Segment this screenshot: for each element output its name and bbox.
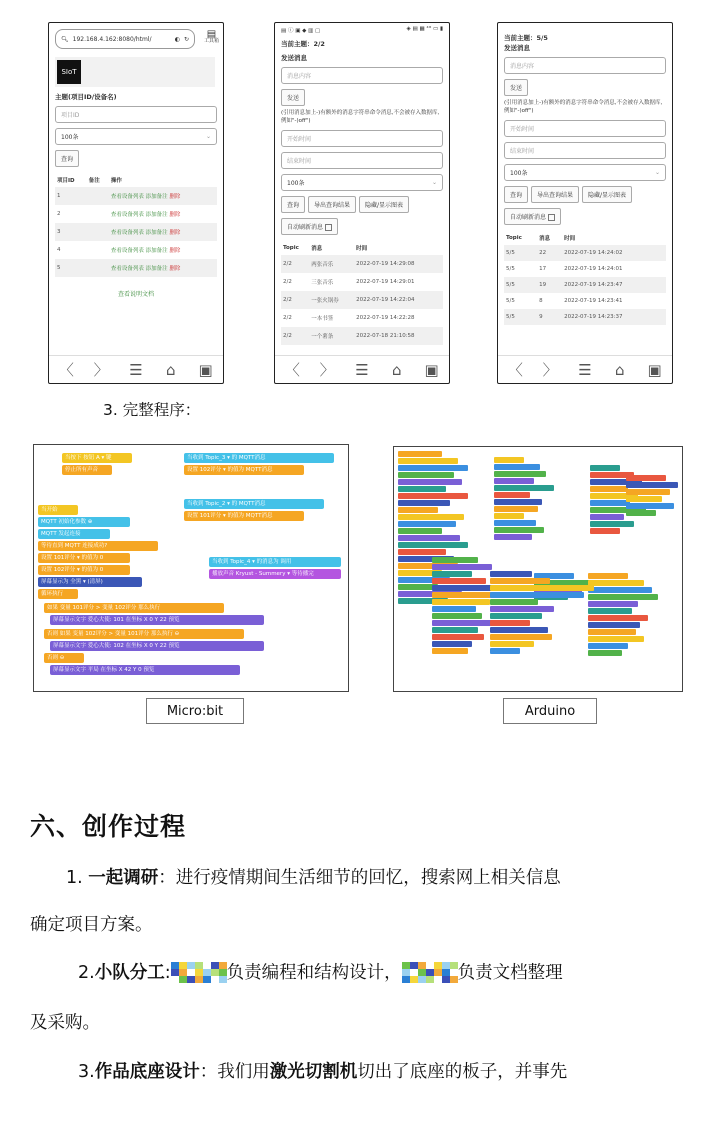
view-devices-link[interactable]: 查看设备列表 — [110, 230, 144, 236]
code-block — [494, 457, 524, 463]
mosaic-tile — [442, 962, 450, 969]
view-devices-link[interactable]: 查看设备列表 — [110, 266, 144, 272]
view-devices-link[interactable]: 查看设备列表 — [110, 212, 144, 218]
paragraph-base-design: 3.作品底座设计：我们用激光切割机切出了底座的板子，并事先 — [78, 1062, 568, 1082]
code-block: 屏幕显示文字 爱心大使: 102 在坐标 X 0 Y 22 预览 — [50, 641, 264, 651]
code-block — [588, 629, 636, 635]
arduino-caption: Arduino — [503, 698, 597, 724]
view-devices-link[interactable]: 查看设备列表 — [110, 248, 144, 254]
toggle-chart-button[interactable]: 隐藏/显示图表 — [582, 186, 632, 203]
mosaic-tile — [410, 962, 418, 969]
code-block — [490, 578, 550, 584]
phone-screenshot-topic-2 — [274, 22, 450, 384]
mosaic-tile — [426, 969, 434, 976]
send-button[interactable]: 发送 — [504, 79, 528, 96]
code-block — [490, 627, 548, 633]
code-block: 当收到 Topic_3 ▾ 的 MQTT消息 — [184, 453, 334, 463]
table-row: 2/2 三张音乐 2022-07-19 14:29:01 — [283, 279, 415, 286]
code-block — [494, 527, 544, 533]
start-time-input[interactable]: 开始时间 — [281, 130, 443, 147]
code-block — [490, 599, 538, 605]
code-block — [432, 571, 472, 577]
code-block — [626, 496, 662, 502]
table-row: 2/2 一张火锅券 2022-07-19 14:22:04 — [281, 291, 443, 309]
code-block: 播放声音 Kryust - Summery ▾ 等待播完 — [209, 569, 341, 579]
end-time-input[interactable]: 结束时间 — [281, 152, 443, 169]
mosaic-tile — [179, 962, 187, 969]
mosaic-tile — [219, 976, 227, 983]
mosaic-tile — [211, 962, 219, 969]
mosaic-tile — [442, 976, 450, 983]
code-block — [494, 492, 530, 498]
send-button[interactable]: 发送 — [281, 89, 305, 106]
code-block — [588, 643, 628, 649]
code-block: 设置 102评分 ▾ 的值为 0 — [38, 565, 130, 575]
refresh-icon[interactable]: ↻ — [183, 35, 189, 43]
start-time-input[interactable]: 开始时间 — [504, 120, 666, 137]
table-row: 5/5 8 2022-07-19 14:23:41 — [506, 298, 623, 304]
delete-link[interactable]: 删除 — [169, 230, 181, 236]
phone-screenshot-topic-5 — [497, 22, 673, 384]
code-block — [588, 615, 648, 621]
back-icon[interactable]: 〈 — [507, 361, 523, 379]
search-icon: 🔍︎ — [61, 35, 69, 43]
section-heading: 六、创作过程 — [30, 812, 187, 841]
code-block — [432, 620, 492, 626]
code-block — [494, 513, 524, 519]
mosaic-tile — [450, 976, 458, 983]
mosaic-tile — [434, 962, 442, 969]
send-message-label: 发送消息 — [504, 44, 530, 52]
query-button[interactable]: 查询 — [55, 150, 79, 167]
table-row: 2 查看设备列表 添加备注 删除 — [57, 211, 181, 218]
code-block — [398, 465, 468, 471]
mosaic-tile — [219, 962, 227, 969]
home-icon[interactable]: ⌂ — [166, 360, 176, 379]
message-input[interactable]: 消息内容 — [281, 67, 443, 84]
address-text: 192.168.4.162:8080/html/ — [72, 35, 152, 43]
chevron-down-icon: ⌄ — [654, 169, 660, 176]
delete-link[interactable]: 删除 — [169, 194, 181, 200]
code-block — [626, 482, 678, 488]
code-block — [588, 580, 644, 586]
code-block — [494, 520, 536, 526]
toolbox-icon: ▤ — [206, 29, 217, 40]
mosaic-tile — [434, 969, 442, 976]
code-block — [588, 601, 638, 607]
add-note-link[interactable]: 添加备注 — [145, 194, 168, 200]
code-block — [432, 648, 468, 654]
delete-link[interactable]: 删除 — [169, 248, 181, 254]
code-block — [432, 599, 490, 605]
microbit-program-screenshot — [33, 444, 349, 692]
code-block — [626, 503, 674, 509]
code-block — [398, 486, 446, 492]
arduino-program-screenshot — [393, 446, 683, 692]
address-bar[interactable] — [55, 29, 195, 49]
code-block — [590, 521, 634, 527]
code-block — [432, 578, 486, 584]
message-input[interactable]: 消息内容 — [504, 57, 666, 74]
current-topic: 当前主题：2/2 — [281, 40, 325, 48]
code-block — [494, 506, 538, 512]
chevron-down-icon: ⌄ — [431, 179, 437, 186]
code-block — [490, 641, 534, 647]
browser-nav-bar — [275, 355, 449, 383]
mosaic-tile — [195, 976, 203, 983]
code-block — [494, 464, 540, 470]
count-select[interactable]: 100条 ⌄ — [55, 128, 217, 145]
view-devices-link[interactable]: 查看设备列表 — [110, 194, 144, 200]
code-block — [398, 542, 468, 548]
mosaic-tile — [402, 976, 410, 983]
code-block — [432, 557, 478, 563]
auto-refresh-toggle[interactable]: 自动刷新消息 — [504, 208, 561, 225]
forward-icon[interactable]: 〉 — [93, 361, 109, 379]
export-button[interactable]: 导出查询结果 — [308, 196, 356, 213]
code-block — [490, 606, 554, 612]
code-block — [432, 641, 472, 647]
count-select[interactable]: 100条 ⌄ — [504, 164, 666, 181]
code-block — [490, 620, 530, 626]
code-block — [490, 634, 552, 640]
code-block — [398, 528, 442, 534]
table-row: 2/2 两张音乐 2022-07-19 14:29:08 — [281, 255, 443, 273]
checkbox-icon — [548, 214, 555, 221]
mosaic-tile — [410, 976, 418, 983]
code-block — [432, 627, 478, 633]
mosaic-tile — [203, 976, 211, 983]
microbit-caption: Micro:bit — [146, 698, 244, 724]
table-row: 1 查看设备列表 添加备注 删除 — [55, 187, 217, 205]
code-block — [432, 606, 476, 612]
code-block — [494, 485, 554, 491]
mosaic-tile — [426, 976, 434, 983]
code-block — [398, 514, 464, 520]
back-icon[interactable]: 〈 — [284, 361, 300, 379]
code-block: 否则 ⊖ — [44, 653, 84, 663]
paragraph-research: 1. 一起调研：进行疫情期间生活细节的回忆，搜索网上相关信息 — [66, 868, 561, 888]
table-row: 5/5 19 2022-07-19 14:23:47 — [504, 277, 666, 293]
table-row: 4 查看设备列表 添加备注 删除 — [57, 247, 181, 254]
mosaic-tile — [211, 969, 219, 976]
code-block: 当按下 按钮 A ▾ 键 — [62, 453, 132, 463]
code-block — [626, 489, 670, 495]
add-note-link[interactable]: 添加备注 — [145, 248, 168, 254]
code-block — [590, 514, 624, 520]
shield-icon: ◐ — [174, 35, 180, 43]
status-bar: ▤ ⓘ ▣ ◆ ▥ ▢ ◈ ▤ ▦ ⁴ᴳ ▭ ▮ — [281, 26, 443, 34]
send-note: (引用消息加上-)有额外的消息字符串命令消息,不会被存入数据库,例如"-)off") — [504, 100, 663, 114]
message-table: Topic 消息 时间 5/5 22 2022-07-19 14:24:02 5/5 17 2022-07-19 14:24:01 5/5 19 2022-07-19 14:23:47 5/5 8 2022-07-19 14:23:41 5/5 9 2022-07-19 14:23:37 — [504, 231, 666, 325]
code-block — [588, 622, 640, 628]
code-block — [432, 585, 496, 591]
code-block — [590, 465, 620, 471]
code-block — [432, 564, 492, 570]
table-row: 2/2 一个薯条 2022-07-18 21:10:58 — [281, 327, 443, 345]
table-row: 2/2 一本书签 2022-07-19 14:22:28 — [283, 315, 415, 322]
code-block — [588, 636, 644, 642]
forward-icon[interactable]: 〉 — [319, 361, 335, 379]
table-row: 5/5 9 2022-07-19 14:23:37 — [504, 309, 666, 325]
delete-link[interactable]: 删除 — [169, 266, 181, 272]
delete-link[interactable]: 删除 — [169, 212, 181, 218]
code-block: 屏幕显示文字 爱心大使: 101 在坐标 X 0 Y 22 预览 — [50, 615, 264, 625]
paragraph-research-line2: 确定项目方案。 — [30, 915, 153, 935]
table-row: 5/5 17 2022-07-19 14:24:01 — [506, 266, 623, 272]
toggle-chart-button[interactable]: 隐藏/显示图表 — [359, 196, 409, 213]
code-block: 停止所有声音 — [62, 465, 112, 475]
siot-logo: SIoT — [57, 60, 81, 84]
mosaic-tile — [195, 962, 203, 969]
code-block — [588, 650, 622, 656]
table-row: 3 查看设备列表 添加备注 删除 — [55, 223, 217, 241]
home-icon[interactable]: ⌂ — [392, 360, 402, 379]
message-table: Topic 消息 时间 2/2 两张音乐 2022-07-19 14:29:08 2/2 三张音乐 2022-07-19 14:29:01 2/2 一张火锅券 2022-07-19 14:22:04 2/2 一本书签 2022-07-19 14:22:28 2/2 一个薯条 2022-07-18 21:10:58 — [281, 241, 443, 345]
back-icon[interactable]: 〈 — [58, 361, 74, 379]
forward-icon[interactable]: 〉 — [542, 361, 558, 379]
mosaic-tile — [187, 976, 195, 983]
code-block — [588, 587, 652, 593]
code-block — [398, 507, 438, 513]
code-block — [398, 521, 456, 527]
code-block — [490, 571, 532, 577]
mosaic-tile — [219, 969, 227, 976]
paragraph-team: 2.小队分工: 负责编程和结构设计， 负责文档整理 — [78, 963, 563, 983]
code-block: 屏幕显示为 全黑 ▾ (清屏) — [38, 577, 142, 587]
home-icon[interactable]: ⌂ — [615, 360, 625, 379]
mosaic-tile — [187, 962, 195, 969]
mosaic-tile — [171, 962, 179, 969]
code-block — [626, 510, 656, 516]
code-block: 设置 101评分 ▾ 的值为 0 — [38, 553, 130, 563]
code-block — [432, 634, 484, 640]
tabs-icon[interactable]: ▣ — [647, 360, 662, 379]
code-block — [588, 608, 632, 614]
toolbox-button[interactable]: ▤ 工具箱 — [203, 29, 219, 44]
code-block: 循环执行 — [38, 589, 78, 599]
mosaic-tile — [418, 962, 426, 969]
chevron-down-icon: ⌄ — [205, 133, 211, 140]
mosaic-tile — [418, 976, 426, 983]
table-row: 5 查看设备列表 添加备注 删除 — [55, 259, 217, 277]
code-block — [398, 472, 454, 478]
code-block: 设置 101评分 ▾ 的值为 MQTT消息 — [184, 511, 304, 521]
code-block: 当收到 Topic_4 ▾ 的消息为 调用 — [209, 557, 341, 567]
current-topic: 当前主题：5/5 — [504, 34, 548, 42]
code-block: 等待直到 MQTT 连接成功? — [38, 541, 158, 551]
code-block — [398, 500, 450, 506]
code-block — [398, 493, 468, 499]
checkbox-icon — [325, 224, 332, 231]
siot-logo-banner — [55, 57, 215, 87]
code-block — [490, 648, 520, 654]
mosaic-tile — [195, 969, 203, 976]
mosaic-tile — [203, 969, 211, 976]
auto-refresh-toggle[interactable]: 自动刷新消息 — [281, 218, 338, 235]
code-block — [494, 478, 534, 484]
code-block — [588, 594, 658, 600]
docs-link[interactable]: 查看说明文档 — [117, 291, 154, 298]
mosaic-tile — [418, 969, 426, 976]
section-caption-program: 3. 完整程序： — [103, 401, 201, 419]
project-id-input[interactable]: 项目ID — [55, 106, 217, 123]
phone-screenshot-siot-home — [48, 22, 224, 384]
redacted-name-mosaic — [171, 961, 227, 983]
code-block — [398, 451, 442, 457]
project-table: 项目ID 备注 操作 1 查看设备列表 添加备注 删除 2 查看设备列表 添加备注 删除 3 查看设备列表 添加备注 删除 4 查看设备列表 添加备注 删除 5 查看设备列表 添加备注 删除 — [55, 173, 217, 277]
code-block — [398, 549, 446, 555]
end-time-input[interactable]: 结束时间 — [504, 142, 666, 159]
paragraph-team-line2: 及采购。 — [30, 1013, 100, 1033]
send-note: (引用消息加上-)有额外的消息字符串命令消息,不会被存入数据库,例如"-)off") — [281, 110, 440, 124]
send-message-label: 发送消息 — [281, 54, 307, 62]
mosaic-tile — [179, 976, 187, 983]
add-note-link[interactable]: 添加备注 — [145, 230, 168, 236]
mosaic-tile — [402, 962, 410, 969]
mosaic-tile — [171, 969, 179, 976]
code-block: 否则 如果 变量 102评分 > 变量 101评分 那么执行 ⊖ — [44, 629, 244, 639]
add-note-link[interactable]: 添加备注 — [145, 212, 168, 218]
count-select[interactable]: 100条 ⌄ — [281, 174, 443, 191]
code-block — [590, 528, 620, 534]
tabs-icon[interactable]: ▣ — [424, 360, 439, 379]
export-button[interactable]: 导出查询结果 — [531, 186, 579, 203]
code-block: 当开始 — [38, 505, 78, 515]
code-block — [398, 458, 458, 464]
code-block: MQTT 初始化参数 ⊕ — [38, 517, 130, 527]
code-block — [398, 479, 462, 485]
mosaic-tile — [179, 969, 187, 976]
code-block — [494, 471, 546, 477]
browser-nav-bar — [498, 355, 672, 383]
query-button[interactable]: 查询 — [504, 186, 528, 203]
code-block: 屏幕显示文字 平局 在坐标 X 42 Y 0 预览 — [50, 665, 240, 675]
code-block — [504, 592, 584, 598]
code-block — [590, 486, 628, 492]
code-block — [590, 500, 630, 506]
table-row: 5/5 22 2022-07-19 14:24:02 — [504, 245, 666, 261]
code-block — [432, 613, 482, 619]
code-block — [494, 499, 542, 505]
tabs-icon[interactable]: ▣ — [198, 360, 213, 379]
code-block — [626, 475, 666, 481]
code-block — [490, 613, 542, 619]
browser-nav-bar — [49, 355, 223, 383]
code-block — [588, 573, 628, 579]
code-block — [398, 535, 460, 541]
add-note-link[interactable]: 添加备注 — [145, 266, 168, 272]
mosaic-tile — [450, 962, 458, 969]
code-block — [504, 585, 594, 591]
code-block: 设置 102评分 ▾ 的值为 MQTT消息 — [184, 465, 304, 475]
menu-icon[interactable]: ☰ — [129, 360, 143, 379]
code-block: MQTT 发起连接 — [38, 529, 110, 539]
mosaic-tile — [442, 969, 450, 976]
redacted-name-mosaic — [402, 961, 458, 983]
topic-label: 主题(项目ID/设备名) — [55, 93, 117, 101]
menu-icon[interactable]: ☰ — [355, 360, 369, 379]
query-button[interactable]: 查询 — [281, 196, 305, 213]
mosaic-tile — [402, 969, 410, 976]
code-block: 如果 变量 101评分 > 变量 102评分 那么执行 — [44, 603, 224, 613]
menu-icon[interactable]: ☰ — [578, 360, 592, 379]
code-block: 当收到 Topic_2 ▾ 的 MQTT消息 — [184, 499, 324, 509]
code-block — [494, 534, 532, 540]
